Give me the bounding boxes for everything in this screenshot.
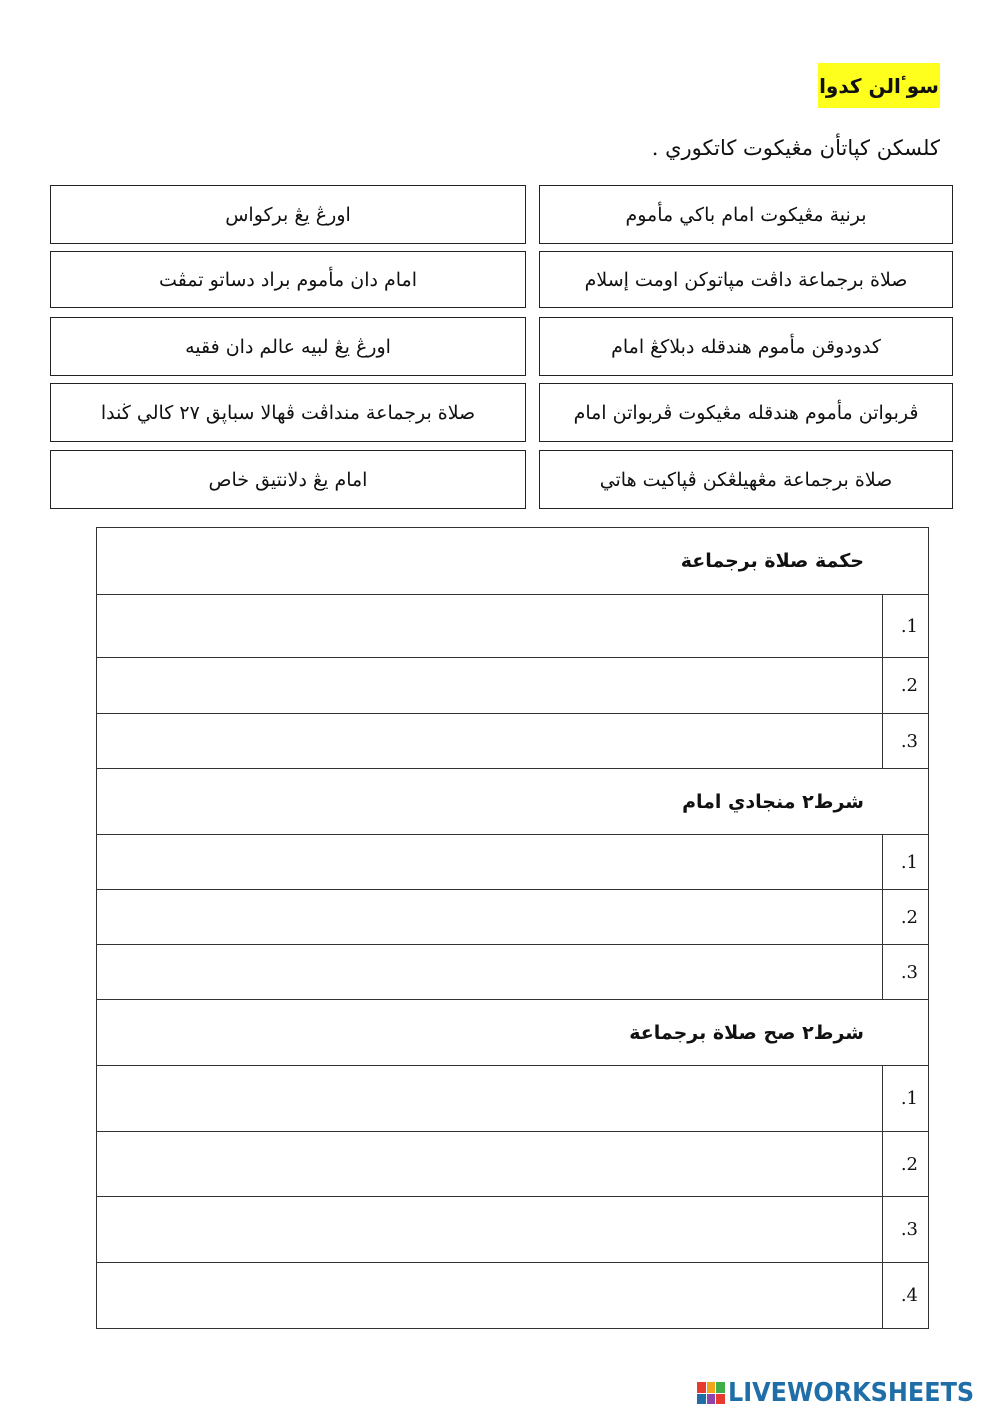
drag-card[interactable]: امام دان مأموم براد دساتو تمڤت (50, 251, 526, 308)
row-number: .3 (882, 714, 928, 769)
row-number: .1 (882, 1066, 928, 1132)
answer-drop-zone[interactable] (97, 658, 883, 714)
worksheet-heading: سوٴالن كدوا (818, 63, 940, 108)
liveworksheets-logo (697, 1378, 996, 1408)
answer-drop-zone[interactable] (97, 595, 883, 658)
answer-drop-zone[interactable] (97, 835, 883, 890)
row-number: .2 (882, 890, 928, 945)
logo-grid-icon (697, 1382, 725, 1404)
section-title: حكمة صلاة برجماعة (97, 528, 929, 595)
answer-row (97, 890, 929, 945)
answer-drop-zone[interactable] (97, 1197, 883, 1263)
row-number: .2 (882, 1132, 928, 1197)
section-header (97, 528, 929, 595)
answer-drop-zone[interactable] (97, 1263, 883, 1329)
section-title: شرط٢ منجادي امام (97, 769, 929, 835)
answer-row (97, 1263, 929, 1329)
answer-row (97, 714, 929, 769)
answer-table (96, 527, 929, 1329)
section-title: شرط٢ صح صلاة برجماعة (97, 1000, 929, 1066)
row-number: .3 (882, 1197, 928, 1263)
row-number: .3 (882, 945, 928, 1000)
answer-row (97, 658, 929, 714)
drag-card[interactable]: اورڠ يڠ لبيه عالم دان فقيه (50, 317, 526, 376)
answer-row (97, 835, 929, 890)
answer-row (97, 595, 929, 658)
logo-text: LIVEWORKSHEETS (728, 1378, 975, 1408)
answer-row (97, 1197, 929, 1263)
drag-card[interactable]: كدودوقن مأموم هندقله دبلاكڠ امام (539, 317, 953, 376)
answer-drop-zone[interactable] (97, 1132, 883, 1197)
row-number: .2 (882, 658, 928, 714)
drag-card[interactable]: اورڠ يڠ بركواس (50, 185, 526, 244)
row-number: .4 (882, 1263, 928, 1329)
section-header (97, 769, 929, 835)
drag-card[interactable]: امام يڠ دلانتيق خاص (50, 450, 526, 509)
answer-row (97, 1066, 929, 1132)
answer-drop-zone[interactable] (97, 945, 883, 1000)
drag-card[interactable]: صلاة برجماعة داڤت مپاتوكن اومت إسلام (539, 251, 953, 308)
drag-card[interactable]: ڤربواتن مأموم هندقله مڠيكوت ڤربواتن امام (539, 383, 953, 442)
answer-drop-zone[interactable] (97, 1066, 883, 1132)
drag-card[interactable]: صلاة برجماعة منداڤت ڤهالا سباپق ٢٧ كالي ڬندا (50, 383, 526, 442)
row-number: .1 (882, 835, 928, 890)
drag-card[interactable]: برنية مڠيكوت امام باكي مأموم (539, 185, 953, 244)
drag-card[interactable]: صلاة برجماعة مڠهيلڠكن ڤپاكيت هاتي (539, 450, 953, 509)
answer-row (97, 1132, 929, 1197)
section-header (97, 1000, 929, 1066)
answer-drop-zone[interactable] (97, 714, 883, 769)
instruction-text: كلسكن كپاتأن مڠيكوت كاتكوري . (651, 136, 940, 160)
row-number: .1 (882, 595, 928, 658)
answer-row (97, 945, 929, 1000)
answer-drop-zone[interactable] (97, 890, 883, 945)
